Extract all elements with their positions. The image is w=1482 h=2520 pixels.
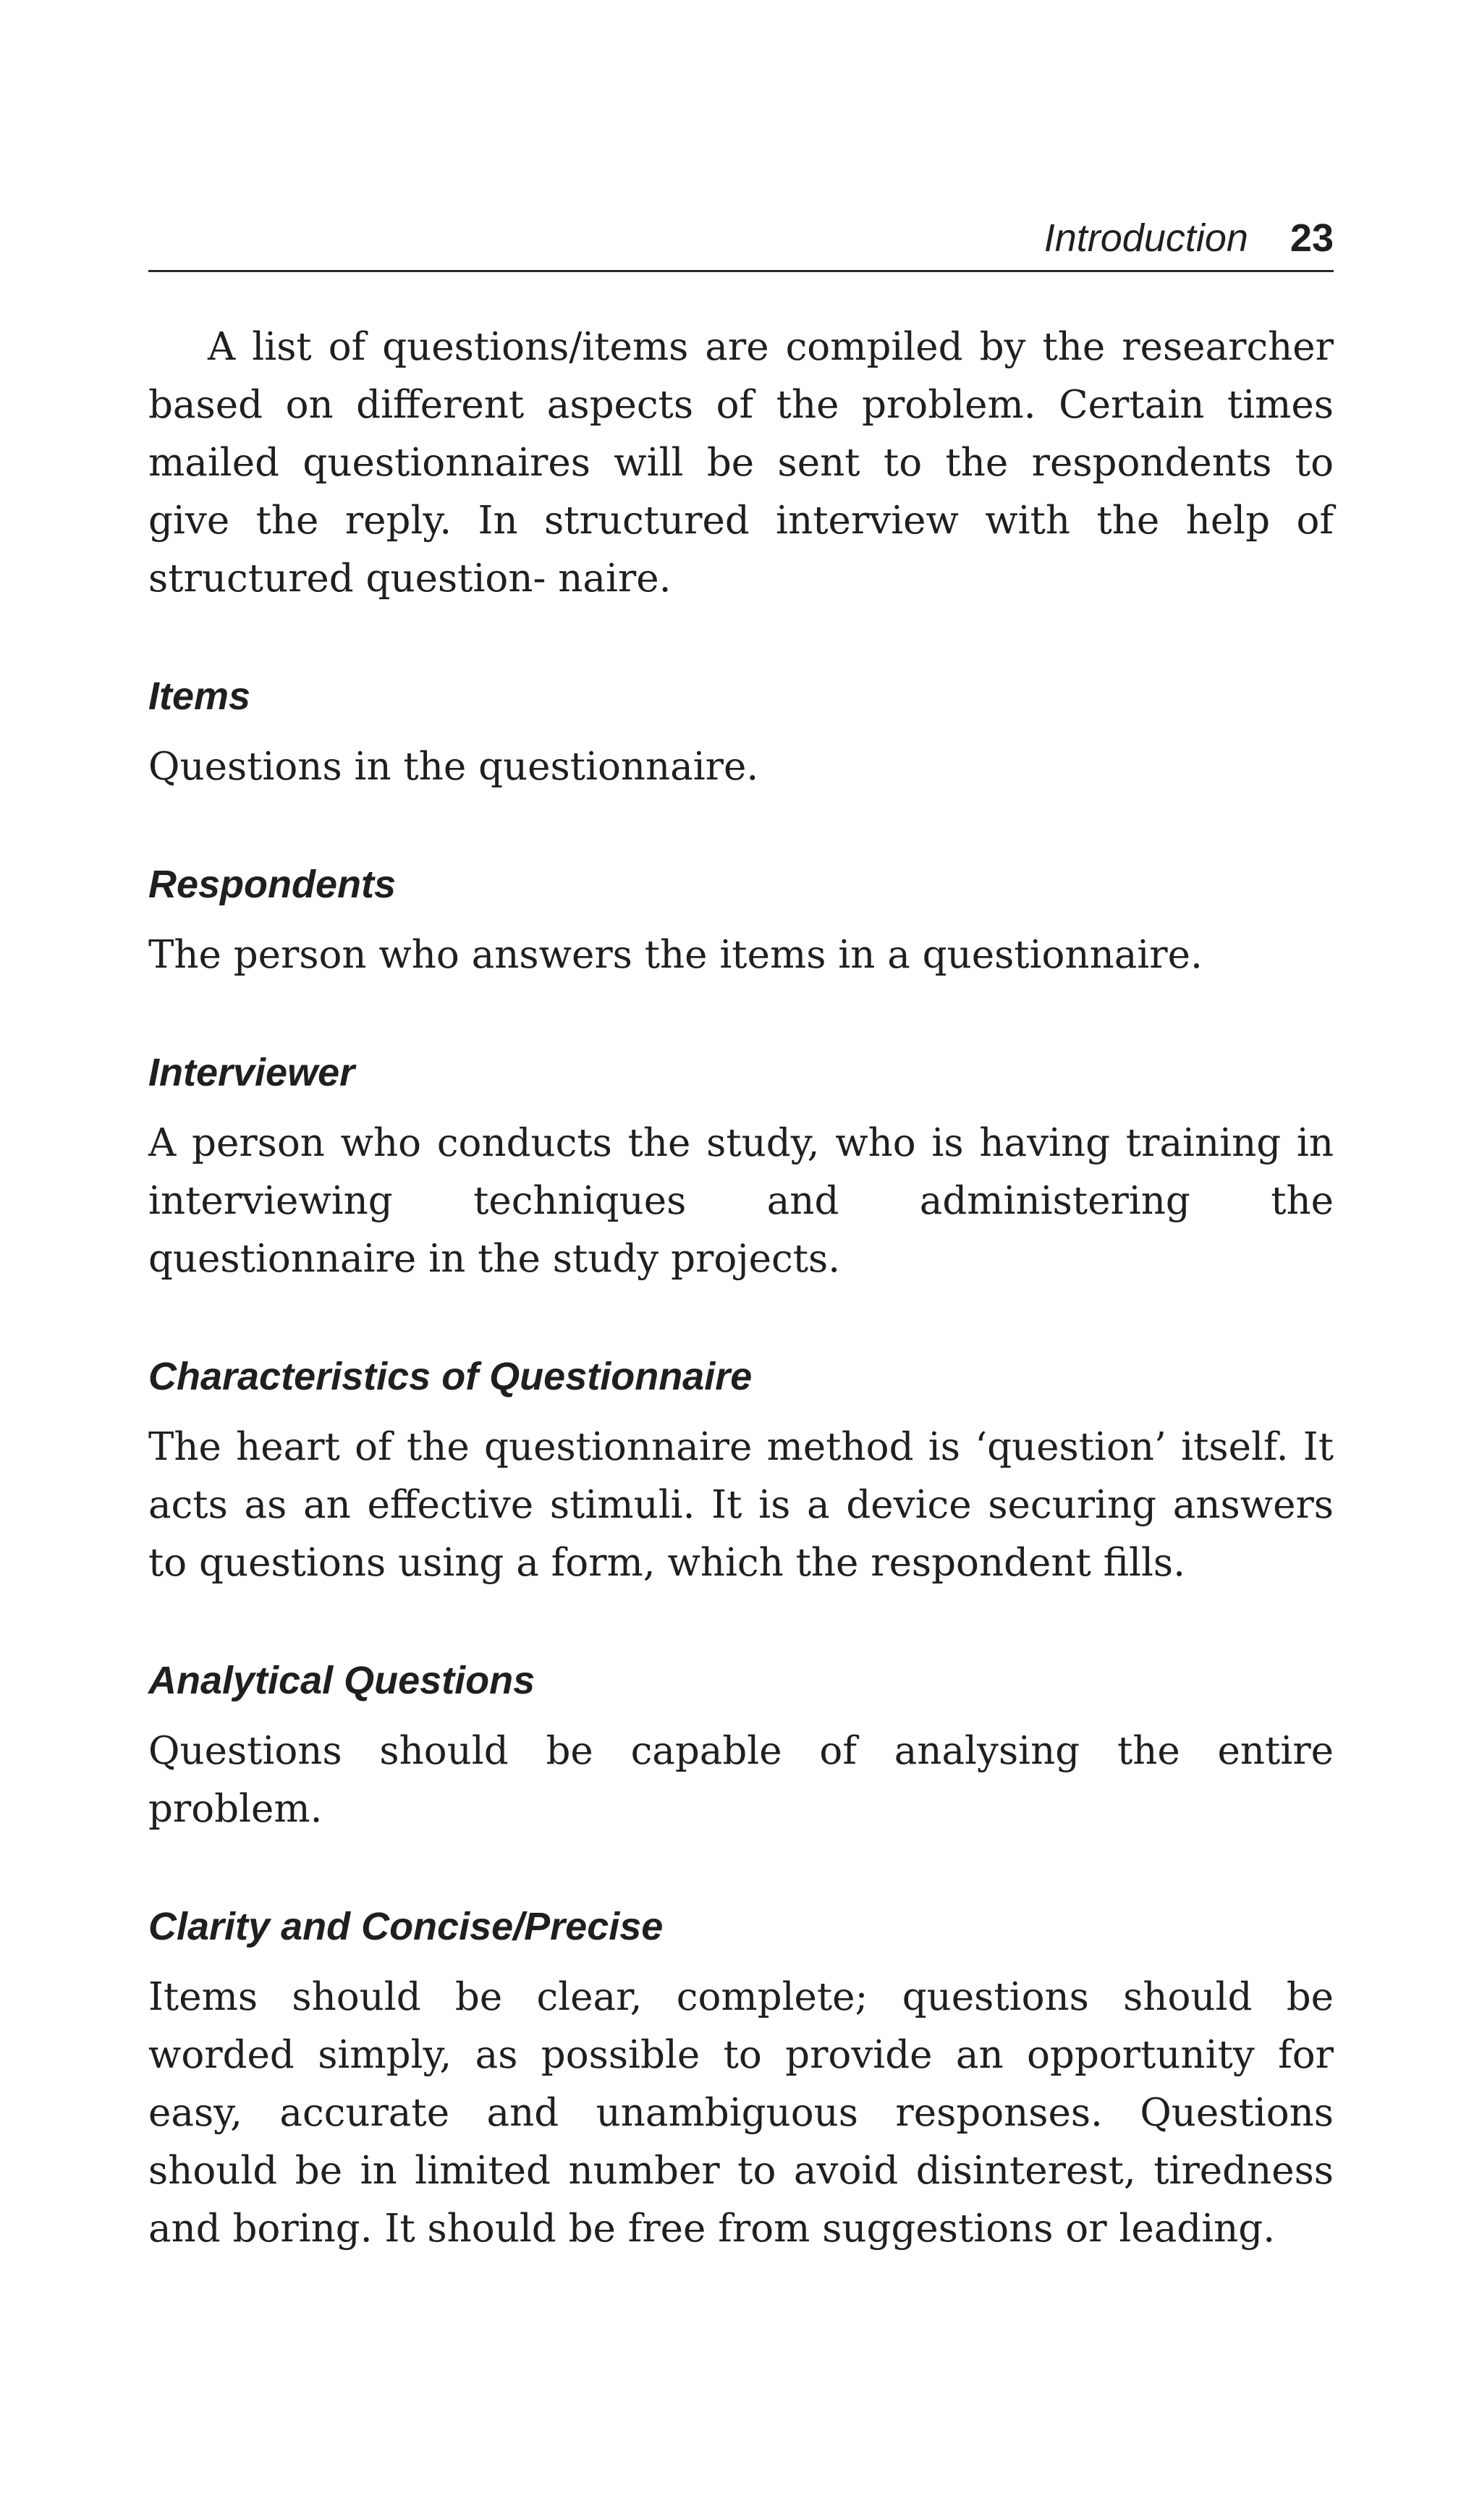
header-rule (148, 270, 1334, 272)
section-text: A person who conducts the study, who is having training in interviewing techniques and administering the questionnaire in the study projects. (148, 1121, 1334, 1281)
section-text: Questions in the questionnaire. (148, 745, 759, 789)
section-characteristics (148, 1348, 1334, 1592)
section-clarity (148, 1898, 1334, 2258)
section-heading: Respondents (148, 863, 397, 906)
section-heading: Items (148, 675, 251, 718)
section-analytical-questions (148, 1652, 1334, 1838)
intro-paragraph: A list of questions/items are compiled by the researcher based on different aspects of the problem. Certain times mailed questionnaires will be sent to the respondents to give the reply. In structured interview with the help of structured question- naire. (148, 325, 1334, 601)
section-text: Questions should be capable of analysing the entire problem. (148, 1729, 1334, 1831)
section-text: Items should be clear, complete; questions should be worded simply, as possible to provide an opportunity for easy, accurate and unambiguous responses. Questions should be in limited number to avoid disinterest, tiredness and boring. It should be free from suggestions or leading. (148, 1975, 1334, 2251)
section-heading: Interviewer (148, 1051, 355, 1094)
running-header-section-title: Introduction (1043, 216, 1248, 260)
section-heading: Analytical Questions (148, 1659, 535, 1702)
section-respondents (148, 855, 1334, 984)
page-body (148, 318, 1334, 2258)
running-header (148, 216, 1334, 268)
section-text: The person who answers the items in a questionnaire. (148, 933, 1203, 977)
section-interviewer (148, 1044, 1334, 1288)
section-items (148, 667, 1334, 796)
section-heading: Characteristics of Questionnaire (148, 1355, 753, 1398)
page-number: 23 (1290, 216, 1334, 260)
section-heading: Clarity and Concise/Precise (148, 1905, 664, 1948)
section-text: The heart of the questionnaire method is ‘question’ itself. It acts as an effective stimuli. It is a device securing answers to questions using a form, which the respondent fills. (148, 1425, 1334, 1585)
